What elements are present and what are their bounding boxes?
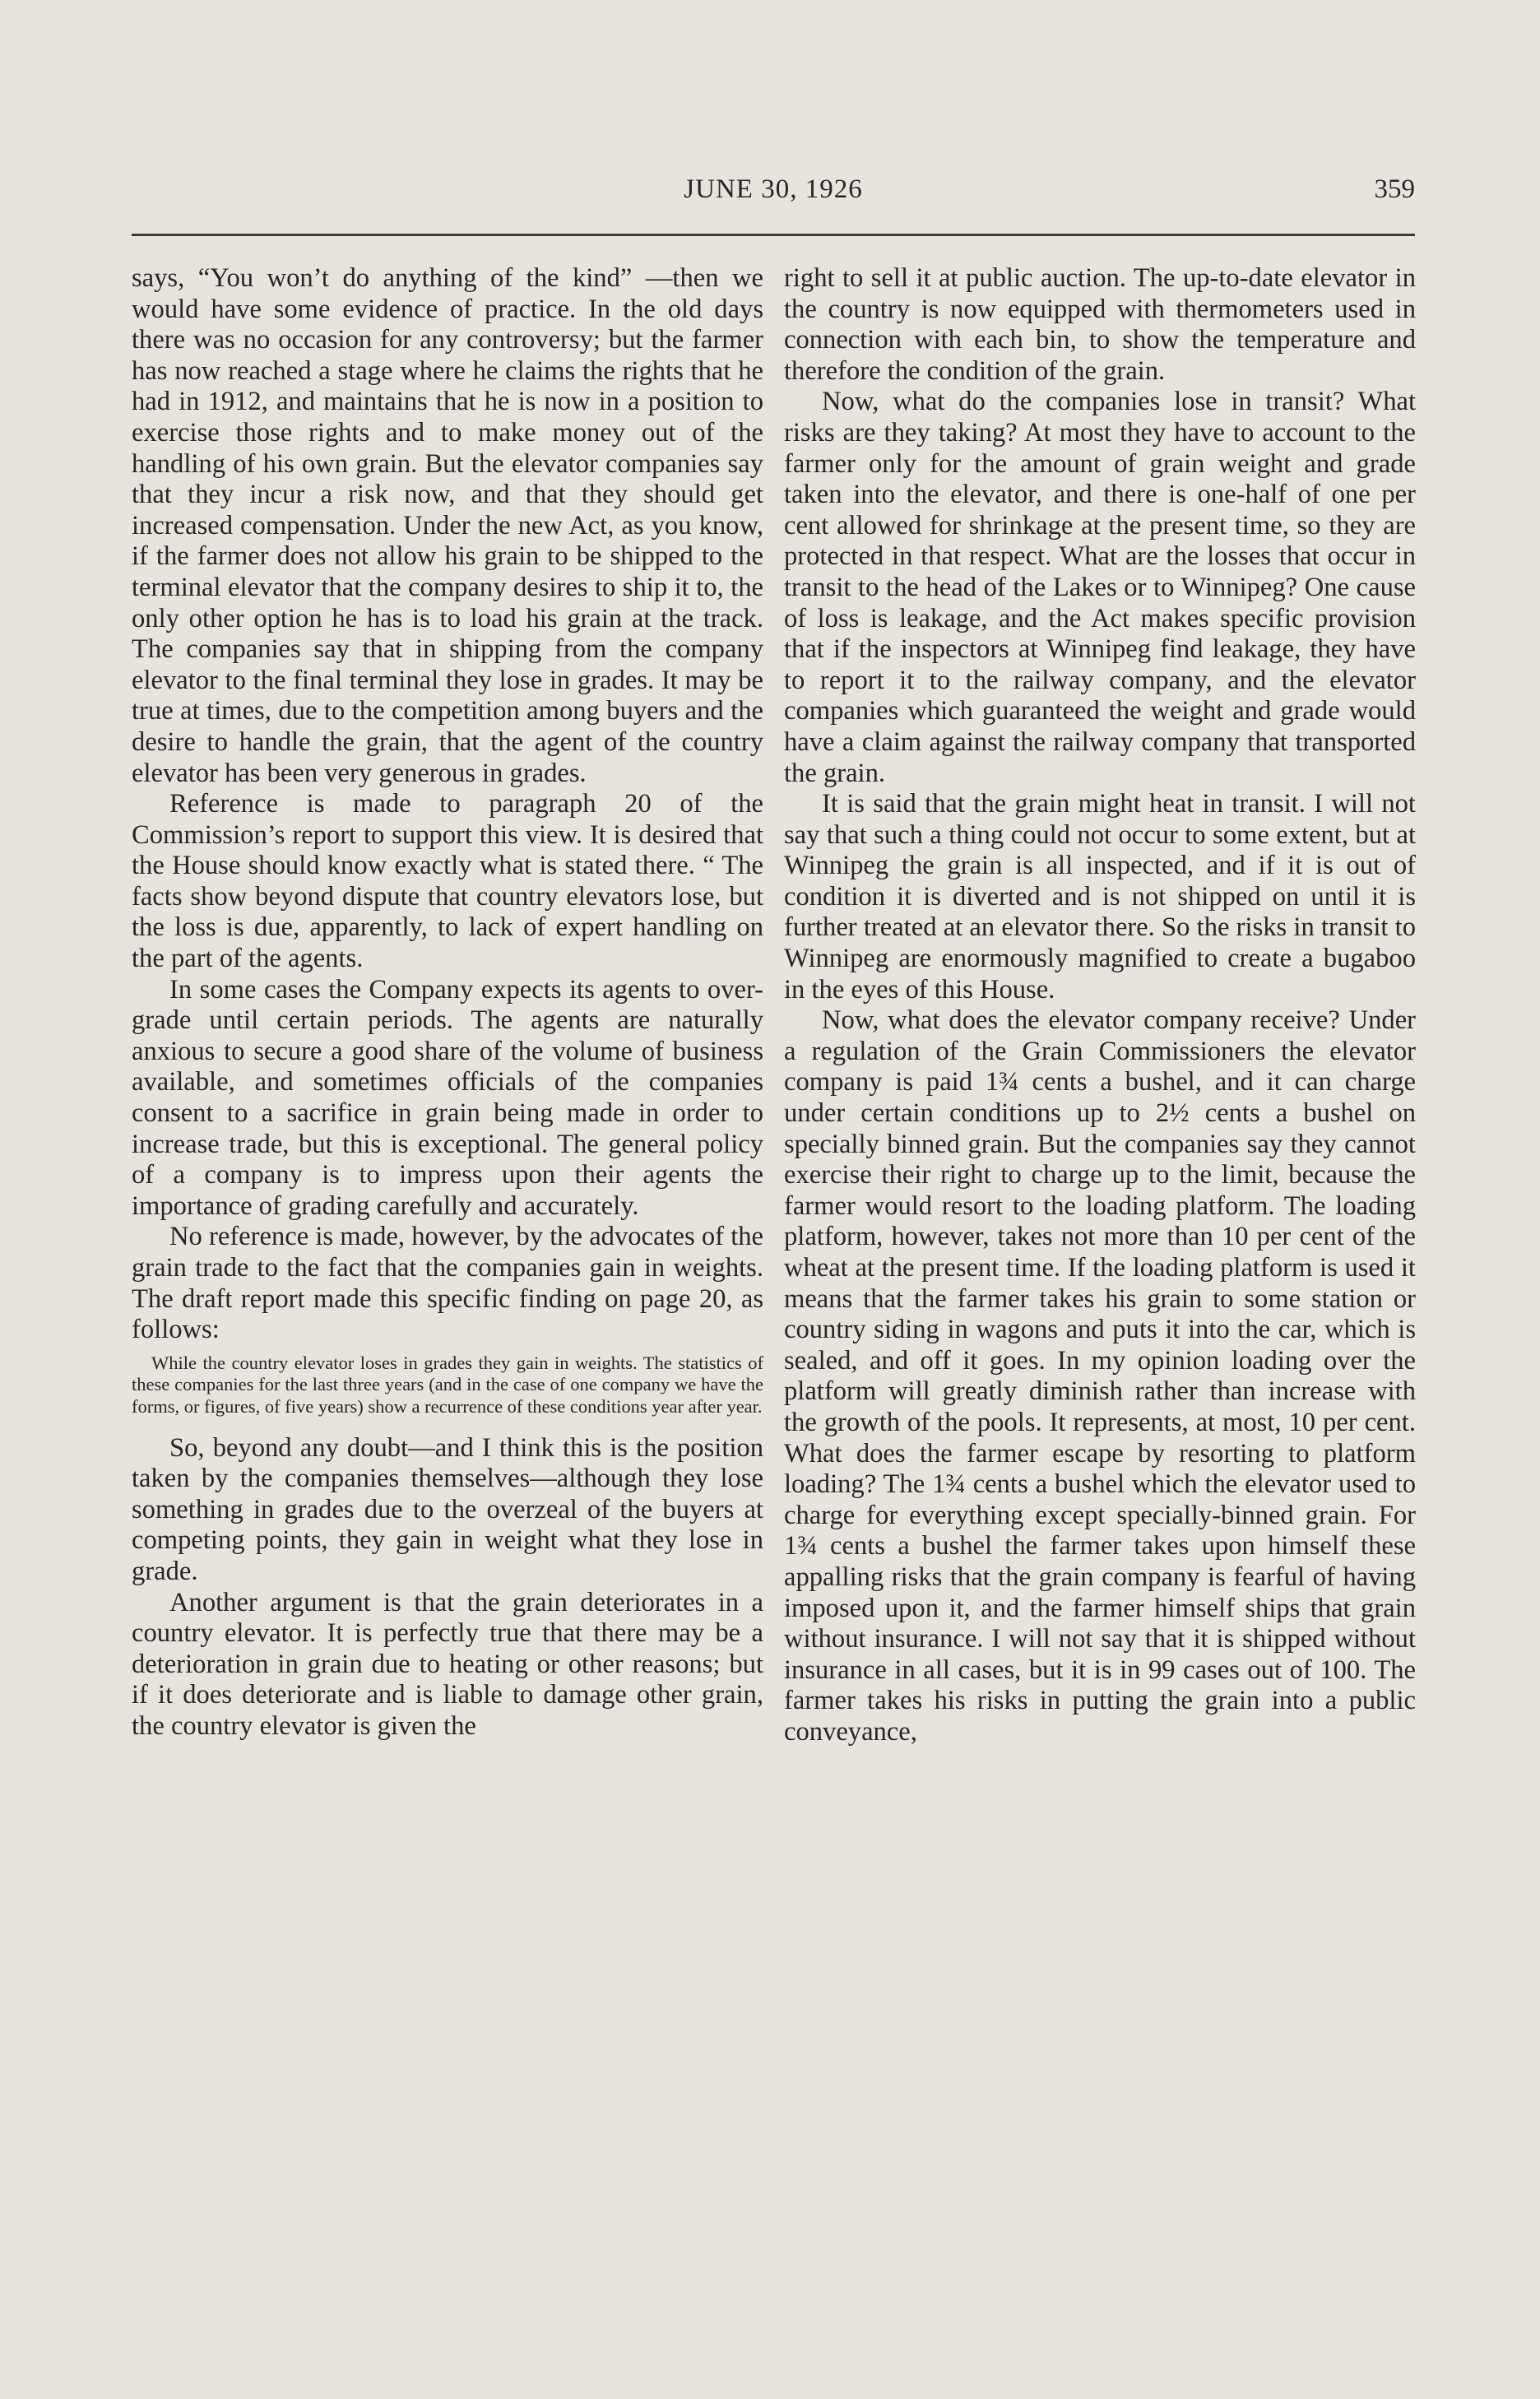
right-paragraph-4: Now, what does the elevator company receive? Under a regulation of the Grain Commissioners the elevator company is paid 1¾ cents a bushel, and it can charge under certain conditions up to 2½ cents a bushel on specially binned grain. But the companies say they cannot exercise their right to charge up to the limit, because the farmer would resort to the loading platform. The loading platform, however, takes not more than 10 per cent of the wheat at the present time. If the loading platform is used it means that the farmer takes his grain to some station or country siding in wagons and puts it into the car, which is sealed, and off it goes. In my opinion loading over the platform will greatly diminish rather than increase with the growth of the pools. It represents, at most, 10 per cent. What does the farmer escape by resorting to platform loading? The 1¾ cents a bushel which the elevator used to charge for everything except specially-binned grain. For 1¾ cents a bushel the farmer takes upon himself these appalling risks that the grain company is fearful of having imposed upon it, and the farmer himself ships that grain without insurance. I will not say that it is shipped without insurance in all cases, but it is in 99 cases out of 100. The farmer takes his risks in putting the grain into a public conveyance, [784,1005,1416,1747]
left-paragraph-4: No reference is made, however, by the advocates of the grain trade to the fact that the companies gain in weights. The draft report made this specific finding on page 20, as follows: [132,1222,763,1345]
running-header [132,174,1415,224]
page-number: 359 [1374,174,1415,204]
left-paragraph-1: says, “You won’t do anything of the kind” —then we would have some evidence of practice. In the old days there was no occasion for any controversy; but the farmer has now reached a stage where he claims the rights that he had in 1912, and maintains that he is now in a position to exercise those rights and to make money out of the handling of his own grain. But the elevator companies say that they incur a risk now, and that they should get increased compensation. Under the new Act, as you know, if the farmer does not allow his grain to be shipped to the terminal elevator that the company desires to ship it to, the only other option he has is to load his grain at the track. The companies say that in shipping from the company elevator to the final terminal they lose in grades. It may be true at times, due to the competition among buyers and the desire to handle the grain, that the agent of the country elevator has been very generous in grades. [132,263,763,788]
left-paragraph-6: Another argument is that the grain deteriorates in a country elevator. It is perfectly true that there may be a deterioration in grain due to heating or other reasons; but if it does deteriorate and is liable to damage other grain, the country elevator is given the [132,1587,763,1741]
right-paragraph-2: Now, what do the companies lose in transit? What risks are they taking? At most they have to account to the farmer only for the amount of grain weight and grade taken into the elevator, and there is one-half of one per cent allowed for shrinkage at the present time, so they are protected in that respect. What are the losses that occur in transit to the head of the Lakes or to Winnipeg? One cause of loss is leakage, and the Act makes specific provision that if the inspectors at Winnipeg find leakage, they have to report it to the railway company, and the elevator companies which guaranteed the weight and grade would have a claim against the railway company that transported the grain. [784,387,1416,788]
right-paragraph-1: right to sell it at public auction. The up-to-date elevator in the country is now equipped with thermometers used in connection with each bin, to show the temperature and therefore the condition of the grain. [784,263,1416,386]
header-date: JUNE 30, 1926 [684,174,863,204]
header-rule [132,234,1415,236]
left-paragraph-2: Reference is made to paragraph 20 of the Commission’s report to support this view. It is desired that the House should know exactly what is stated there. “ The facts show beyond dispute that country elevators lose, but the loss is due, apparently, to lack of expert handling on the part of the agents. [132,789,763,974]
right-paragraph-3: It is said that the grain might heat in transit. I will not say that such a thing could not occur to some extent, but at Winnipeg the grain is all inspected, and if it is out of condition it is diverted and is not shipped on until it is further treated at an elevator there. So the risks in transit to Winnipeg are enormously magnified to create a bugaboo in the eyes of this House. [784,789,1416,1005]
block-quote: While the country elevator loses in grades they gain in weights. The statistics of these companies for the last three years (and in the case of one company we have the forms, or figures, of five years) show a recurrence of these conditions year after year. [132,1352,763,1417]
left-column [132,263,763,1742]
left-paragraph-5: So, beyond any doubt—and I think this is the position taken by the companies themselves—although they lose something in grades due to the overzeal of the buyers at competing points, they gain in weight what they lose in grade. [132,1432,763,1586]
left-paragraph-3: In some cases the Company expects its agents to over-grade until certain periods. The agents are naturally anxious to secure a good share of the volume of business available, and sometimes officials of the companies consent to a sacrifice in grain being made in order to increase trade, but this is exceptional. The general policy of a company is to impress upon their agents the importance of grading carefully and accurately. [132,974,763,1221]
right-column [784,263,1416,1748]
